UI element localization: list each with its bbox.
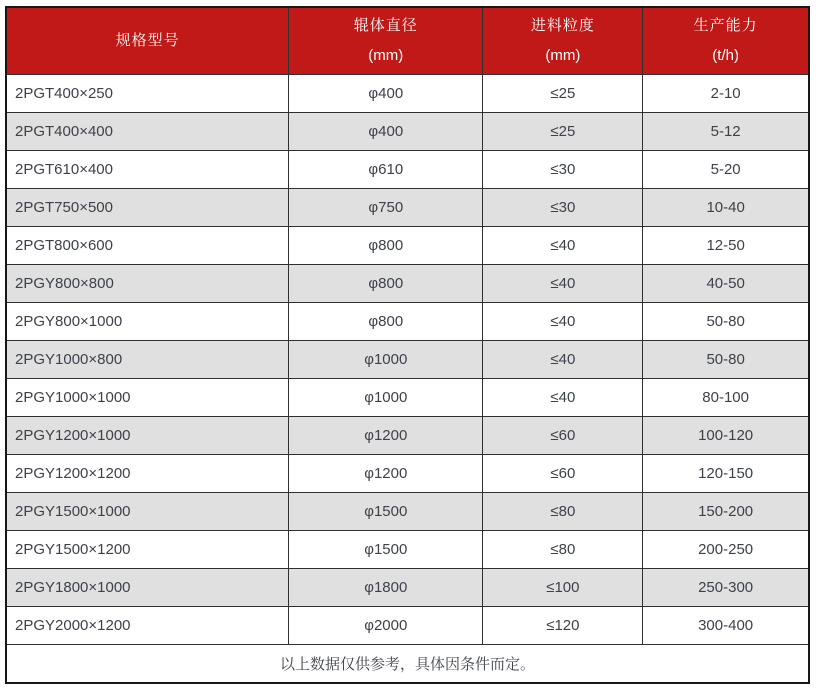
table-row — [6, 379, 809, 417]
cell-feed-size: ≤25 — [483, 113, 643, 151]
header-row — [6, 7, 809, 75]
col-header-feed-size-unit: (mm) — [545, 47, 581, 64]
specification-table — [5, 6, 810, 684]
cell-capacity: 50-80 — [643, 303, 809, 341]
cell-roller-diameter: φ1500 — [289, 531, 483, 569]
col-header-model-label: 规格型号 — [115, 32, 180, 49]
col-header-roller-diameter — [289, 7, 483, 75]
table-row — [6, 75, 809, 113]
cell-model: 2PGY1000×800 — [6, 341, 289, 379]
cell-model: 2PGT610×400 — [6, 151, 289, 189]
cell-capacity: 200-250 — [643, 531, 809, 569]
cell-capacity: 300-400 — [643, 607, 809, 645]
table-row — [6, 227, 809, 265]
cell-model: 2PGY800×1000 — [6, 303, 289, 341]
cell-capacity: 5-20 — [643, 151, 809, 189]
cell-capacity: 50-80 — [643, 341, 809, 379]
cell-roller-diameter: φ1500 — [289, 493, 483, 531]
cell-model: 2PGY1200×1000 — [6, 417, 289, 455]
cell-feed-size: ≤60 — [483, 455, 643, 493]
cell-capacity: 40-50 — [643, 265, 809, 303]
col-header-model — [6, 7, 289, 75]
col-header-roller-diameter-unit: (mm) — [368, 47, 404, 64]
cell-model: 2PGY1800×1000 — [6, 569, 289, 607]
cell-roller-diameter: φ610 — [289, 151, 483, 189]
col-header-feed-size — [483, 7, 643, 75]
table-row — [6, 341, 809, 379]
cell-capacity: 100-120 — [643, 417, 809, 455]
table-row — [6, 531, 809, 569]
cell-capacity: 120-150 — [643, 455, 809, 493]
cell-roller-diameter: φ1800 — [289, 569, 483, 607]
table-row — [6, 417, 809, 455]
cell-roller-diameter: φ800 — [289, 265, 483, 303]
cell-model: 2PGT400×400 — [6, 113, 289, 151]
cell-capacity: 150-200 — [643, 493, 809, 531]
table-row — [6, 607, 809, 645]
col-header-feed-size-label: 进料粒度 — [530, 17, 595, 34]
cell-capacity: 12-50 — [643, 227, 809, 265]
cell-feed-size: ≤40 — [483, 379, 643, 417]
table-row — [6, 569, 809, 607]
cell-feed-size: ≤60 — [483, 417, 643, 455]
col-header-roller-diameter-label: 辊体直径 — [353, 17, 418, 34]
cell-feed-size: ≤40 — [483, 341, 643, 379]
cell-feed-size: ≤80 — [483, 493, 643, 531]
cell-feed-size: ≤30 — [483, 151, 643, 189]
cell-model: 2PGY800×800 — [6, 265, 289, 303]
footer-note: 以上数据仅供参考，具体因条件而定。 — [6, 645, 809, 684]
cell-feed-size: ≤100 — [483, 569, 643, 607]
cell-model: 2PGY2000×1200 — [6, 607, 289, 645]
cell-roller-diameter: φ800 — [289, 303, 483, 341]
col-header-capacity — [643, 7, 809, 75]
table-row — [6, 493, 809, 531]
cell-roller-diameter: φ2000 — [289, 607, 483, 645]
table-row — [6, 151, 809, 189]
cell-feed-size: ≤40 — [483, 265, 643, 303]
cell-roller-diameter: φ800 — [289, 227, 483, 265]
cell-model: 2PGT750×500 — [6, 189, 289, 227]
cell-feed-size: ≤40 — [483, 227, 643, 265]
cell-model: 2PGY1200×1200 — [6, 455, 289, 493]
cell-roller-diameter: φ1000 — [289, 379, 483, 417]
cell-model: 2PGY1000×1000 — [6, 379, 289, 417]
table-body — [6, 75, 809, 645]
cell-roller-diameter: φ1000 — [289, 341, 483, 379]
table-row — [6, 265, 809, 303]
col-header-capacity-label: 生产能力 — [693, 17, 758, 34]
cell-model: 2PGY1500×1200 — [6, 531, 289, 569]
cell-feed-size: ≤120 — [483, 607, 643, 645]
cell-feed-size: ≤40 — [483, 303, 643, 341]
cell-roller-diameter: φ400 — [289, 75, 483, 113]
cell-capacity: 250-300 — [643, 569, 809, 607]
cell-feed-size: ≤25 — [483, 75, 643, 113]
table-row — [6, 189, 809, 227]
cell-feed-size: ≤30 — [483, 189, 643, 227]
footer-row — [6, 645, 809, 684]
cell-capacity: 5-12 — [643, 113, 809, 151]
table-row — [6, 303, 809, 341]
cell-capacity: 10-40 — [643, 189, 809, 227]
table-footer — [6, 645, 809, 684]
cell-model: 2PGT800×600 — [6, 227, 289, 265]
cell-roller-diameter: φ1200 — [289, 417, 483, 455]
cell-roller-diameter: φ1200 — [289, 455, 483, 493]
col-header-capacity-unit: (t/h) — [712, 47, 739, 64]
table-row — [6, 455, 809, 493]
cell-capacity: 80-100 — [643, 379, 809, 417]
table-header — [6, 7, 809, 75]
cell-capacity: 2-10 — [643, 75, 809, 113]
table-row — [6, 113, 809, 151]
cell-model: 2PGT400×250 — [6, 75, 289, 113]
cell-roller-diameter: φ750 — [289, 189, 483, 227]
cell-model: 2PGY1500×1000 — [6, 493, 289, 531]
cell-roller-diameter: φ400 — [289, 113, 483, 151]
cell-feed-size: ≤80 — [483, 531, 643, 569]
